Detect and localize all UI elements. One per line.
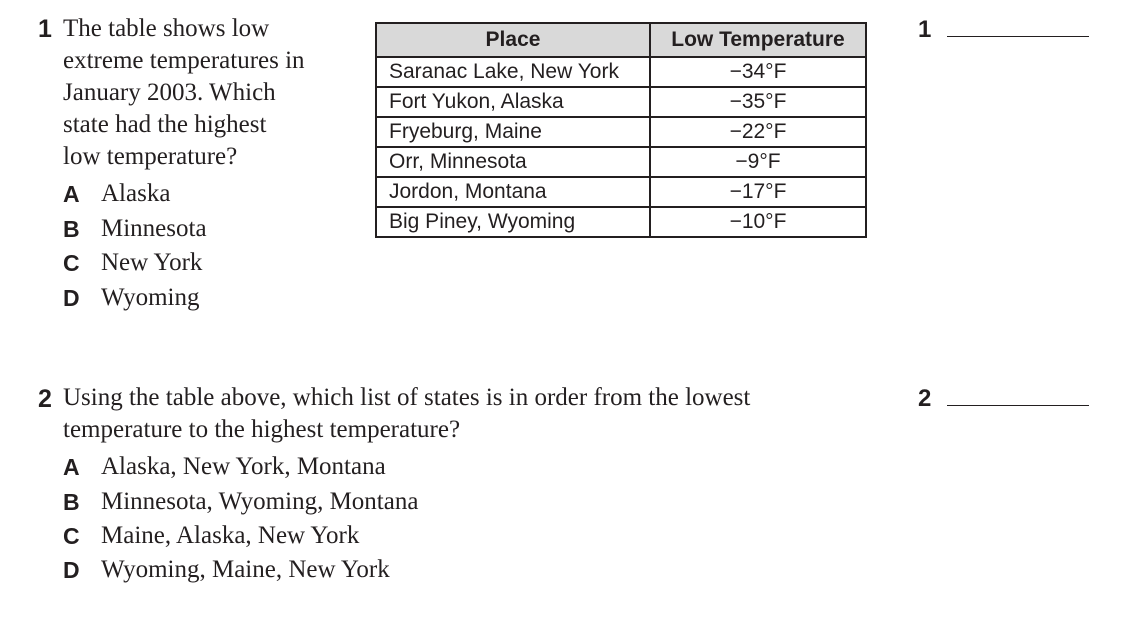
cell-place: Orr, Minnesota <box>376 147 650 177</box>
header-place: Place <box>376 23 650 57</box>
cell-place: Big Piney, Wyoming <box>376 207 650 237</box>
answer-1-label: 1 <box>918 16 932 43</box>
question-1-stem-line: extreme temperatures in <box>63 47 305 74</box>
choice-text: Alaska, New York, Montana <box>101 453 386 480</box>
cell-temperature: −35°F <box>650 87 866 117</box>
question-1-stem <box>63 13 305 173</box>
answer-2-label: 2 <box>918 385 932 412</box>
question-1-number: 1 <box>38 15 52 43</box>
choice-text: New York <box>101 249 203 276</box>
cell-temperature: −10°F <box>650 207 866 237</box>
cell-temperature: −22°F <box>650 117 866 147</box>
answer-1-blank[interactable] <box>947 36 1089 37</box>
table-row <box>376 117 866 147</box>
choice-letter: B <box>63 216 80 242</box>
question-1-stem-line: low temperature? <box>63 143 238 170</box>
cell-place: Fryeburg, Maine <box>376 117 650 147</box>
question-2-stem <box>63 382 750 446</box>
choice-text: Wyoming <box>101 284 200 311</box>
answer-2-blank[interactable] <box>947 405 1089 406</box>
table-row <box>376 147 866 177</box>
table-row <box>376 177 866 207</box>
table-row <box>376 207 866 237</box>
choice-text: Wyoming, Maine, New York <box>101 556 390 583</box>
choice-letter: B <box>63 489 80 515</box>
choice-text: Alaska <box>101 180 171 207</box>
question-2-number: 2 <box>38 385 52 413</box>
choice-letter: D <box>63 285 80 311</box>
cell-place: Fort Yukon, Alaska <box>376 87 650 117</box>
choice-letter: A <box>63 454 80 480</box>
choice-text: Minnesota <box>101 215 207 242</box>
cell-temperature: −17°F <box>650 177 866 207</box>
cell-temperature: −9°F <box>650 147 866 177</box>
question-1-stem-line: The table shows low <box>63 15 270 42</box>
header-low-temperature: Low Temperature <box>650 23 866 57</box>
cell-temperature: −34°F <box>650 57 866 87</box>
table-header-row <box>376 23 866 57</box>
table-row <box>376 57 866 87</box>
question-2-stem-line: Using the table above, which list of states is in order from the lowest <box>63 384 751 411</box>
cell-place: Saranac Lake, New York <box>376 57 650 87</box>
choice-letter: A <box>63 181 80 207</box>
question-1-stem-line: state had the highest <box>63 111 267 138</box>
choice-letter: D <box>63 557 80 583</box>
question-2-stem-line: temperature to the highest temperature? <box>63 416 461 443</box>
choice-text: Minnesota, Wyoming, Montana <box>101 488 419 515</box>
choice-letter: C <box>63 250 80 276</box>
choice-letter: C <box>63 523 80 549</box>
temperature-table <box>375 22 867 238</box>
cell-place: Jordon, Montana <box>376 177 650 207</box>
choice-text: Maine, Alaska, New York <box>101 522 360 549</box>
table-row <box>376 87 866 117</box>
question-1-stem-line: January 2003. Which <box>63 79 276 106</box>
